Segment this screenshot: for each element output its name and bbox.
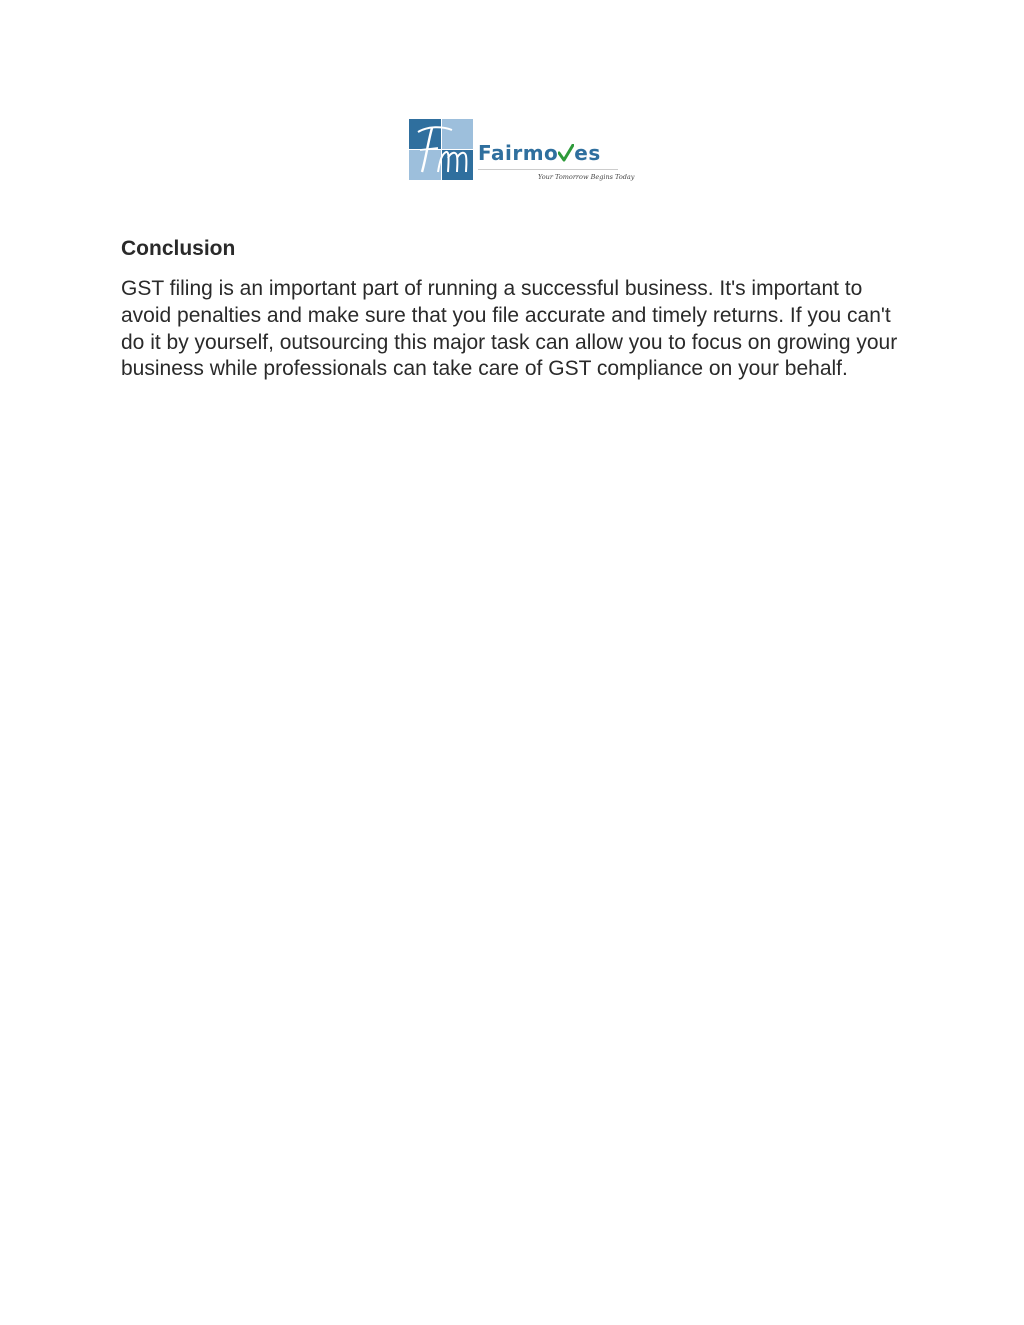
company-logo xyxy=(408,118,635,184)
fm-monogram-icon xyxy=(408,118,474,181)
brand-wordmark xyxy=(478,143,601,163)
section-body-text: GST filing is an important part of running a successful business. It's important to avoid penalties and make sure that you file accurate and timely returns. If you can't do it by yourself, outsourcing this major task can allow you to focus on growing your business while professionals can take care of GST compliance on your behalf. xyxy=(121,277,898,381)
logo-tagline: Your Tomorrow Begins Today xyxy=(538,173,635,181)
brand-text-prefix: Fairmo xyxy=(478,141,559,165)
brand-text-suffix: es xyxy=(574,141,601,165)
section-heading: Conclusion xyxy=(121,237,236,260)
checkmark-icon xyxy=(558,144,574,162)
logo-divider xyxy=(478,169,618,170)
